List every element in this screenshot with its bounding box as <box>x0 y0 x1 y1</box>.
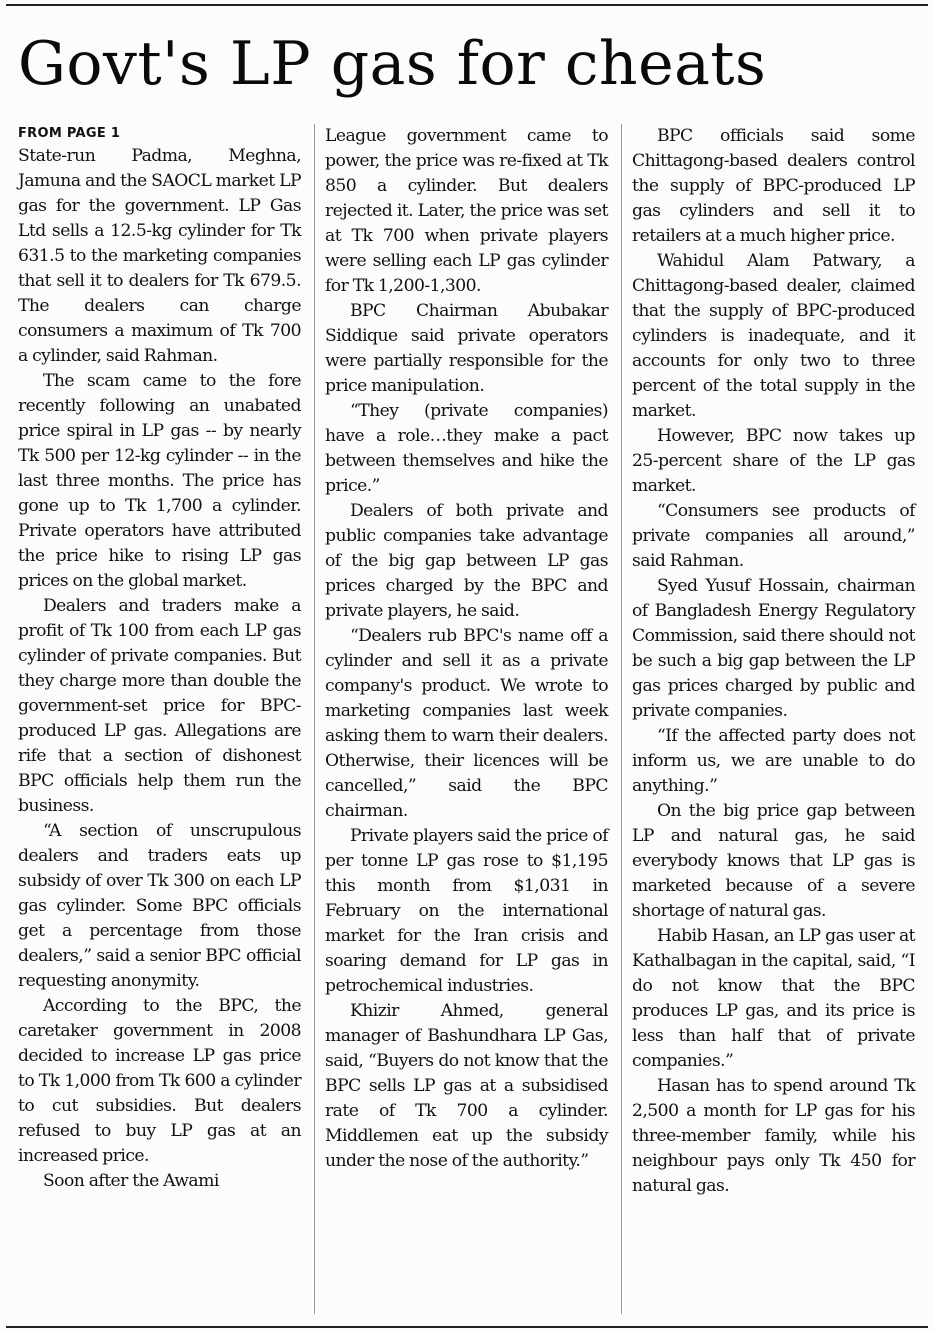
paragraph: Soon after the Awami <box>42 1171 219 1191</box>
bottom-rule <box>6 1326 928 1328</box>
paragraph: Dealers of both private and public companies take advantage of the big gap between LP gas prices charged by the BPC and private players, he said. <box>325 501 608 621</box>
paragraph: “A section of unscrupulous dealers and traders eats up subsidy of over Tk 300 on each LP gas cylinder. Some BPC officials get a percentage from those dealers,” said a senior BPC official requesting anonymity. <box>18 821 301 991</box>
paragraph: According to the BPC, the caretaker government in 2008 decided to increase LP gas price to Tk 1,000 from Tk 600 a cylinder to cut subsidies. But dealers refused to buy LP gas at an increased price. <box>18 996 301 1166</box>
column-1 <box>18 124 301 1194</box>
paragraph: Dealers and traders make a profit of Tk 100 from each LP gas cylinder of private companies. But they charge more than double the government-set price for BPC-produced LP gas. Allegations are rife that a section of dishonest BPC officials help them run the business. <box>18 596 301 816</box>
paragraph: Hasan has to spend around Tk 2,500 a month for LP gas for his three-member family, while his neighbour pays only Tk 450 for natural gas. <box>632 1076 915 1196</box>
paragraph: BPC Chairman Abubakar Siddique said private operators were partially responsible for the price manipulation. <box>325 301 608 396</box>
column-divider <box>621 124 622 1314</box>
paragraph: State-run Padma, Meghna, Jamuna and the SAOCL market LP gas for the government. LP Gas Ltd sells a 12.5-kg cylinder for Tk 631.5 to the marketing companies that sell it to dealers for Tk 679.5. The dealers can charge consumers a maximum of Tk 700 a cylinder, said Rahman. <box>18 146 301 366</box>
paragraph: Wahidul Alam Patwary, a Chittagong-based dealer, claimed that the supply of BPC-produced cylinders is inadequate, and it accounts for only two to three percent of the total supply in the market. <box>632 251 915 421</box>
paragraph: Khizir Ahmed, general manager of Bashundhara LP Gas, said, “Buyers do not know that the BPC sells LP gas at a subsidised rate of Tk 700 a cylinder. Middlemen eat up the subsidy under the nose of the authority.” <box>325 1001 608 1171</box>
top-rule <box>6 4 928 6</box>
column-2 <box>325 124 608 1174</box>
paragraph: League government came to power, the price was re-fixed at Tk 850 a cylinder. But dealers rejected it. Later, the price was set at Tk 700 when private players were selling each LP gas cylinder for Tk 1,200-1,300. <box>325 126 608 296</box>
paragraph: Habib Hasan, an LP gas user at Kathalbagan in the capital, said, “I do not know that the BPC produces LP gas, and its price is less than half that of private companies.” <box>632 926 915 1071</box>
column-3 <box>632 124 915 1199</box>
article-columns <box>18 124 914 1320</box>
paragraph: BPC officials said some Chittagong-based dealers control the supply of BPC-produced LP gas cylinders and sell it to retailers at a much higher price. <box>632 126 915 246</box>
paragraph: “They (private companies) have a role…they make a pact between themselves and hike the price.” <box>325 401 608 496</box>
kicker: FROM PAGE 1 <box>18 126 121 141</box>
paragraph: Private players said the price of per tonne LP gas rose to $1,195 this month from $1,031 in February on the international market for the Iran crisis and soaring demand for LP gas in petrochemical industries. <box>325 826 608 996</box>
headline: Govt's LP gas for cheats <box>18 29 767 99</box>
paragraph: Syed Yusuf Hossain, chairman of Bangladesh Energy Regulatory Commission, said there should not be such a big gap between the LP gas prices charged by public and private companies. <box>632 576 915 721</box>
column-divider <box>314 124 315 1314</box>
paragraph: However, BPC now takes up 25-percent share of the LP gas market. <box>632 426 915 496</box>
paragraph: “If the affected party does not inform us, we are unable to do anything.” <box>632 726 915 796</box>
paragraph: The scam came to the fore recently following an unabated price spiral in LP gas -- by nearly Tk 500 per 12-kg cylinder -- in the last three months. The price has gone up to Tk 1,700 a cylinder. Private operators have attributed the price hike to rising LP gas prices on the global market. <box>18 371 301 591</box>
paragraph: “Dealers rub BPC's name off a cylinder and sell it as a private company's product. We wrote to marketing companies last week asking them to warn their dealers. Otherwise, their licences will be cancelled,” said the BPC chairman. <box>325 626 608 821</box>
paragraph: On the big price gap between LP and natural gas, he said everybody knows that LP gas is marketed because of a severe shortage of natural gas. <box>632 801 915 921</box>
paragraph: “Consumers see products of private companies all around,” said Rahman. <box>632 501 915 571</box>
